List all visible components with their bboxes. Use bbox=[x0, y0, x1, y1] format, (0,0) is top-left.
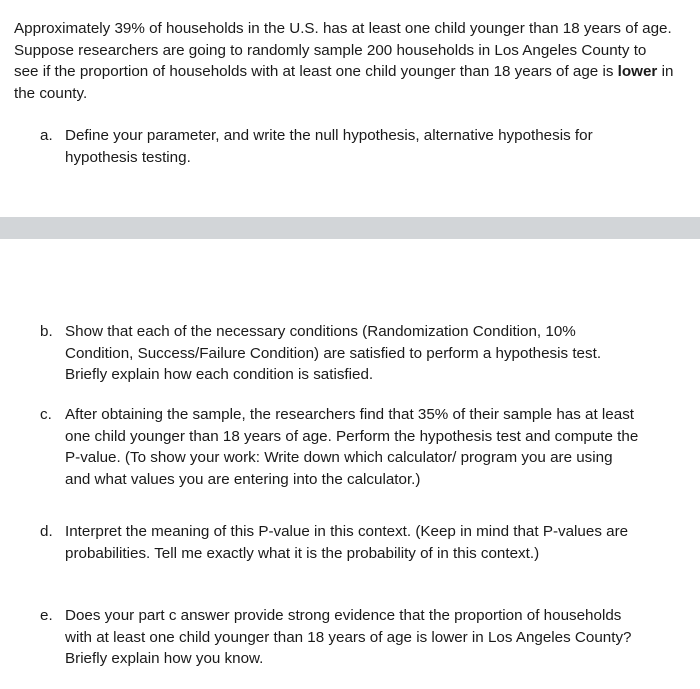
question-e-text: Does your part c answer provide strong evidence that the proportion of households with at least one child younger than 18 years of age is lower in Los Angeles County? Briefly explain how you know. bbox=[65, 607, 632, 667]
intro-paragraph bbox=[14, 18, 674, 104]
question-a bbox=[40, 125, 640, 168]
question-b-letter: b. bbox=[40, 323, 53, 340]
question-d bbox=[40, 521, 640, 564]
question-b bbox=[40, 321, 640, 386]
question-b-text: Show that each of the necessary conditions (Randomization Condition, 10% Condition, Success/Failure Condition) are satisfied to perform a hypothesis test. Briefly explain how each condition is satisfied. bbox=[65, 323, 602, 383]
question-d-letter: d. bbox=[40, 523, 53, 540]
intro-text-end: in the county. bbox=[14, 63, 674, 102]
question-a-letter: a. bbox=[40, 127, 53, 144]
question-c-text: After obtaining the sample, the researchers find that 35% of their sample has at least one child younger than 18 years of age. Perform the hypothesis test and compute the P-value. (To show your work: Write down which calculator/ program you are using and what values you are entering into the calculator.) bbox=[65, 406, 639, 488]
intro-text: Approximately 39% of households in the U.S. has at least one child younger than 18 years of age. Suppose researchers are going to randomly sample 200 households in Los Angeles County to see if the proportion of households with at least one child younger than 18 years of age is bbox=[14, 20, 672, 80]
question-c-letter: c. bbox=[40, 406, 52, 423]
question-e-letter: e. bbox=[40, 607, 53, 624]
question-e bbox=[40, 605, 640, 670]
section-divider bbox=[0, 217, 700, 239]
question-c bbox=[40, 404, 640, 490]
intro-emphasis: lower bbox=[617, 63, 658, 80]
question-a-text: Define your parameter, and write the null hypothesis, alternative hypothesis for hypothesis testing. bbox=[65, 127, 593, 166]
question-d-text: Interpret the meaning of this P-value in this context. (Keep in mind that P-values are probabilities. Tell me exactly what it is the probability of in this context.) bbox=[65, 523, 629, 562]
